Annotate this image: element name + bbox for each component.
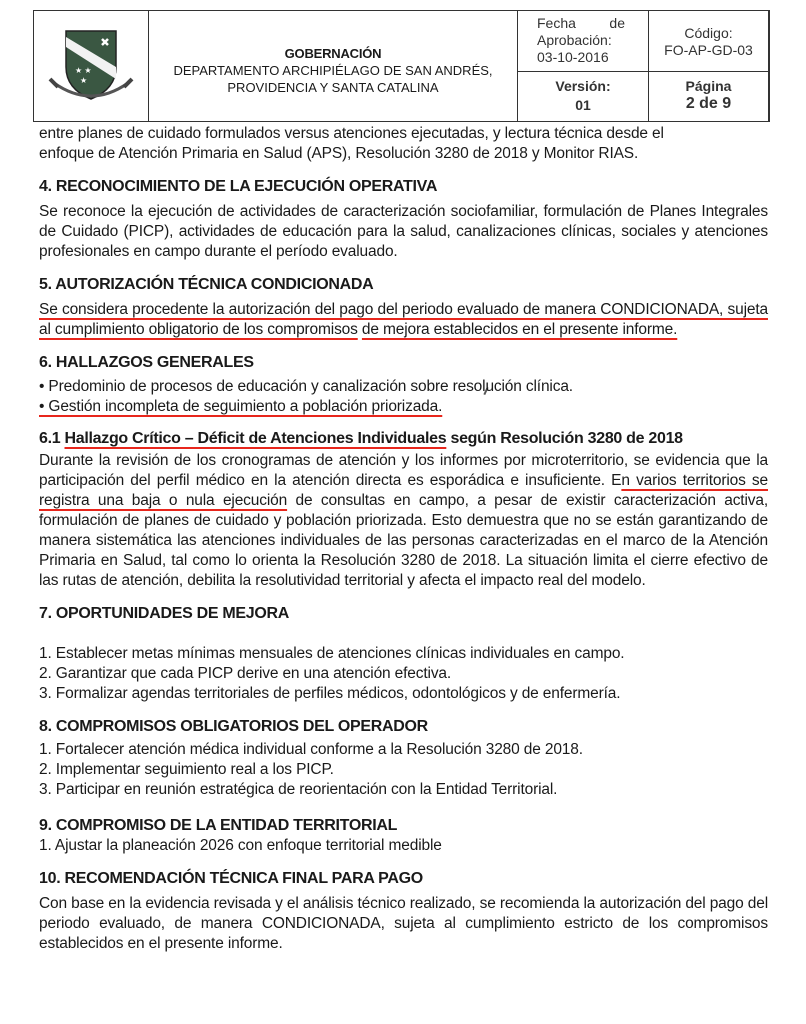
- section-6-title: 6. HALLAZGOS GENERALES: [39, 354, 254, 371]
- list-item: • Predominio de procesos de educación y canalización sobre resolución clínica.: [39, 378, 573, 395]
- page-value: 2 de 9: [685, 95, 732, 112]
- coat-of-arms-icon: [48, 27, 134, 105]
- section-6-list: [39, 377, 768, 417]
- section-10-title: 10. RECOMENDACIÓN TÉCNICA FINAL PARA PAGO: [39, 870, 423, 887]
- code-label: Código:: [684, 25, 733, 41]
- intro-line-2: enfoque de Atención Primaria en Salud (APS), Resolución 3280 de 2018 y Monitor RIAS.: [39, 145, 639, 162]
- section-6-1-text: Durante la revisión de los cronogramas de atención y los informes por microterritorio, se evidencia que la participación del perfil médico en la atención directa es esporádica e insuficiente. En varios territorios se registra una baja o nula ejecución de consultas en campo, a pesar de existir caracterización activa, formulación de planes de cuidado y población priorizada. Esto demuestra que no se están garantizando de manera sistemática las atenciones individuales de las personas caracterizadas en el marco de la Atención Primaria en Salud, tal como lo orienta la Resolución 3280 de 2018. La situación limita el cierre efectivo de las rutas de atención, debilita la resolutividad territorial y afecta el impacto real del modelo.: [39, 452, 768, 589]
- list-item: 2. Garantizar que cada PICP derive en una atención efectiva.: [39, 665, 452, 682]
- department-line-1: DEPARTAMENTO ARCHIPIÉLAGO DE SAN ANDRÉS,: [173, 63, 493, 78]
- version-value: 01: [575, 97, 591, 113]
- section-9-list: [39, 836, 768, 856]
- organization-name: GOBERNACIÓN: [284, 46, 382, 61]
- list-item: 1. Ajustar la planeación 2026 con enfoque territorial medible: [39, 837, 442, 854]
- critical-finding-text-underlined: n varios territorios se registra una baja o nula ejecución: [39, 472, 768, 509]
- department-line-2: PROVIDENCIA Y SANTA CATALINA: [227, 80, 439, 95]
- section-10-text: Con base en la evidencia revisada y el análisis técnico realizado, se recomienda la autorización del pago del periodo evaluado, de manera CONDICIONADA, sujeta al cumplimiento estricto de los compromisos establecidos en el presente informe.: [39, 895, 768, 952]
- fecha-label-de: de: [609, 15, 625, 31]
- list-item: 1. Fortalecer atención médica individual conforme a la Resolución 3280 de 2018.: [39, 741, 583, 758]
- section-5-underlined-text-a: Se considera procedente la autorización del pago del periodo evaluado de manera CONDICIONADA, sujeta al cumplimiento obligatorio de los compromisos: [39, 301, 768, 338]
- critical-finding-underlined: Hallazgo Crítico – Déficit de Atenciones Individuales: [64, 430, 447, 447]
- document-header-table: [33, 10, 770, 122]
- approval-date-cell: [518, 11, 649, 72]
- section-8-title: 8. COMPROMISOS OBLIGATORIOS DEL OPERADOR: [39, 718, 428, 735]
- svg-text:★ ★: ★ ★: [75, 66, 92, 75]
- section-5-underlined-text-b: de mejora establecidos en el presente informe.: [361, 321, 678, 338]
- page-label: Página: [685, 78, 732, 94]
- list-item: 1. Establecer metas mínimas mensuales de atenciones clínicas individuales en campo.: [39, 645, 625, 662]
- intro-paragraph: [39, 124, 768, 164]
- list-item: 3. Participar en reunión estratégica de reorientación con la Entidad Territorial.: [39, 781, 558, 798]
- section-6-1-title: 6.1 Hallazgo Crítico – Déficit de Atenciones Individuales según Resolución 3280 de 2018: [39, 430, 683, 447]
- version-label: Versión:: [555, 78, 611, 94]
- fecha-label: Fecha: [537, 15, 576, 31]
- section-9-title: 9. COMPROMISO DE LA ENTIDAD TERRITORIAL: [39, 817, 398, 834]
- section-7-title: 7. OPORTUNIDADES DE MEJORA: [39, 605, 290, 622]
- code-cell: [649, 11, 769, 72]
- section-5-text: [39, 300, 768, 340]
- section-5-title: 5. AUTORIZACIÓN TÉCNICA CONDICIONADA: [39, 276, 374, 293]
- document-body: [39, 122, 768, 954]
- list-item: 2. Implementar seguimiento real a los PICP.: [39, 761, 334, 778]
- intro-line-1: entre planes de cuidado formulados versus atenciones ejecutadas, y lectura técnica desde el: [39, 125, 664, 142]
- section-7-list: [39, 644, 768, 704]
- svg-text:★: ★: [80, 76, 88, 85]
- list-item-underlined: • Gestión incompleta de seguimiento a población priorizada.: [39, 398, 443, 415]
- organization-title-cell: [149, 11, 518, 121]
- approval-date-value: 03-10-2016: [537, 49, 609, 65]
- aprobacion-label: Aprobación:: [537, 32, 612, 48]
- logo-cell: [34, 11, 149, 121]
- section-8-list: [39, 740, 768, 800]
- version-cell: [518, 72, 649, 121]
- section-4-title: 4. RECONOCIMIENTO DE LA EJECUCIÓN OPERATIVA: [39, 178, 438, 195]
- code-value: FO-AP-GD-03: [664, 42, 753, 58]
- page-number-cell: [649, 72, 769, 121]
- section-4-text: Se reconoce la ejecución de actividades de caracterización sociofamiliar, formulación de Planes Integrales de Cuidado (PICP), actividades de educación para la salud, canalizaciones clínicas, sociales y atenciones profesionales en campo durante el período evaluado.: [39, 203, 768, 260]
- list-item: 3. Formalizar agendas territoriales de perfiles médicos, odontológicos y de enfermería.: [39, 685, 621, 702]
